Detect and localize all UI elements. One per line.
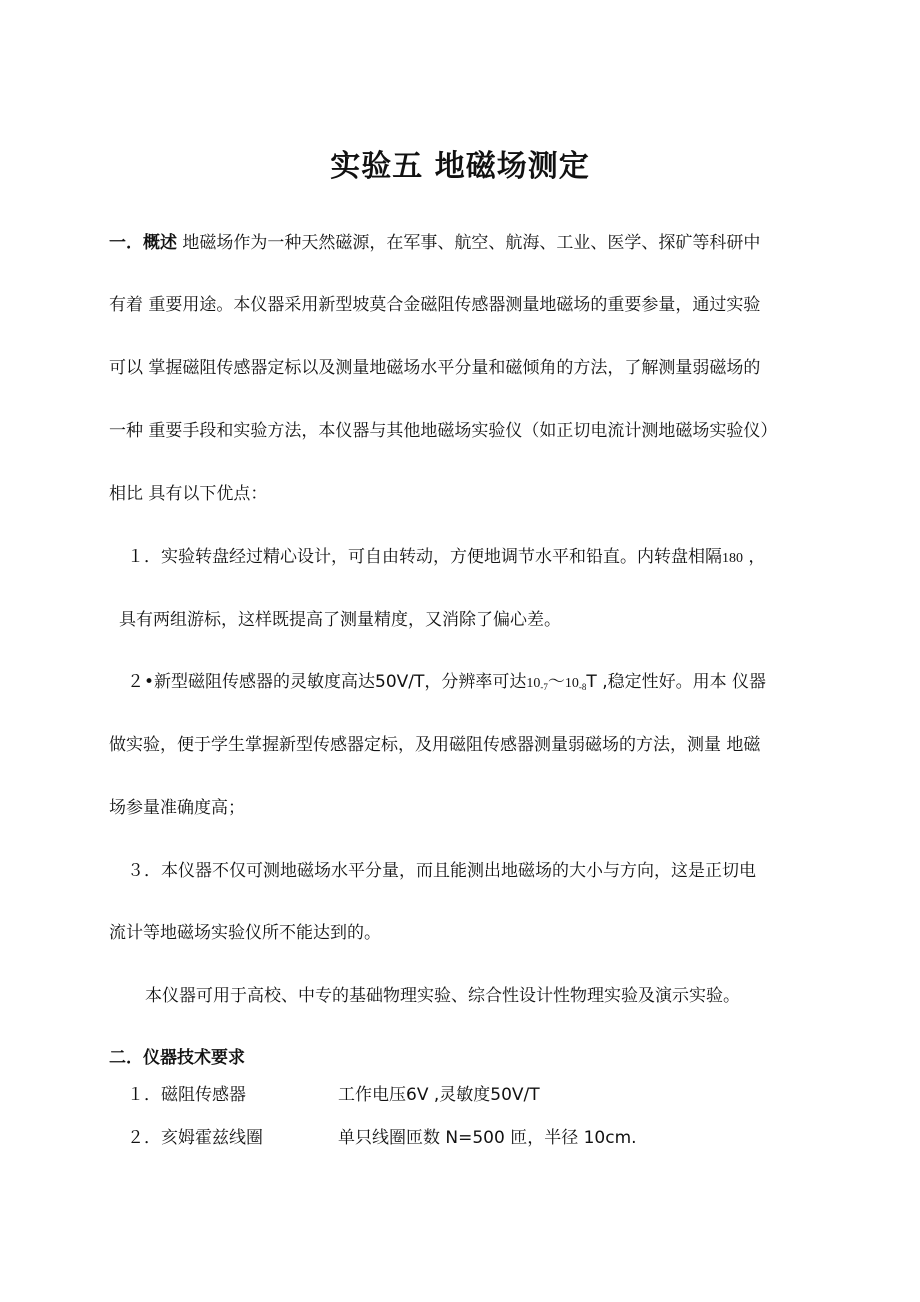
advantage-2-tail: T ,稳定性好。用本 仪器 bbox=[586, 672, 767, 692]
closing-paragraph: 本仪器可用于高校、中专的基础物理实验、综合性设计性物理实验及演示实验。 bbox=[145, 986, 740, 1006]
section-2-heading: 二．仪器技术要求 bbox=[109, 1048, 245, 1068]
overview-line-2: 有着 重要用途。本仪器采用新型坡莫合金磁阻传感器测量地磁场的重要参量，通过实验 bbox=[109, 295, 761, 315]
resolution-exp-1: -7 bbox=[540, 682, 548, 692]
advantage-3-line-1: ３．本仪器不仅可测地磁场水平分量，而且能测出地磁场的大小与方向，这是正切电 bbox=[127, 861, 756, 881]
advantage-1-line-2: 具有两组游标，这样既提高了测量精度，又消除了偏心差。 bbox=[119, 610, 561, 630]
angle-value: 180 bbox=[722, 551, 743, 566]
resolution-exp-2: -8 bbox=[578, 682, 587, 692]
overview-line-3: 可以 掌握磁阻传感器定标以及测量地磁场水平分量和磁倾角的方法，了解测量弱磁场的 bbox=[109, 358, 761, 378]
advantage-2-line-1 bbox=[127, 671, 766, 698]
spec-value-coil: 单只线圈匝数 N=500 匝，半径 10cm. bbox=[338, 1128, 637, 1148]
overview-line-4: 一种 重要手段和实验方法，本仪器与其他地磁场实验仪（如正切电流计测地磁场实验仪） bbox=[109, 421, 778, 441]
spec-value-sensor: 工作电压6V ,灵敏度50V/T bbox=[338, 1085, 540, 1105]
advantage-3-line-2: 流计等地磁场实验仪所不能达到的。 bbox=[109, 923, 381, 943]
advantage-2-line-2: 做实验，便于学生掌握新型传感器定标，及用磁阻传感器测量弱磁场的方法，测量 地磁 bbox=[109, 735, 761, 755]
resolution-range-sep: 〜 bbox=[547, 672, 565, 691]
spec-label-coil: ２．亥姆霍兹线圈 bbox=[127, 1128, 263, 1148]
resolution-base-2: 10 bbox=[564, 676, 579, 691]
overview-line-1 bbox=[109, 232, 760, 254]
advantage-1-line-1 bbox=[127, 546, 765, 570]
advantage-1-text: １．实验转盘经过精心设计，可自由转动，方便地调节水平和铅直。内转盘相隔 bbox=[127, 547, 722, 567]
section-1-heading: 一．概述 bbox=[109, 233, 177, 253]
advantage-2-line-3: 场参量准确度高； bbox=[109, 798, 245, 818]
spec-label-sensor: １．磁阻传感器 bbox=[127, 1085, 246, 1105]
overview-text-1: 地磁场作为一种天然磁源，在军事、航空、航海、工业、医学、探矿等科研中 bbox=[182, 233, 761, 253]
resolution-base-1: 10 bbox=[526, 676, 541, 691]
overview-line-5: 相比 具有以下优点： bbox=[109, 484, 268, 504]
advantage-1-tail: ， bbox=[743, 547, 766, 567]
advantage-2-text: ２•新型磁阻传感器的灵敏度高达50V/T，分辨率可达 bbox=[127, 672, 527, 692]
page-title: 实验五 地磁场测定 bbox=[330, 149, 590, 184]
